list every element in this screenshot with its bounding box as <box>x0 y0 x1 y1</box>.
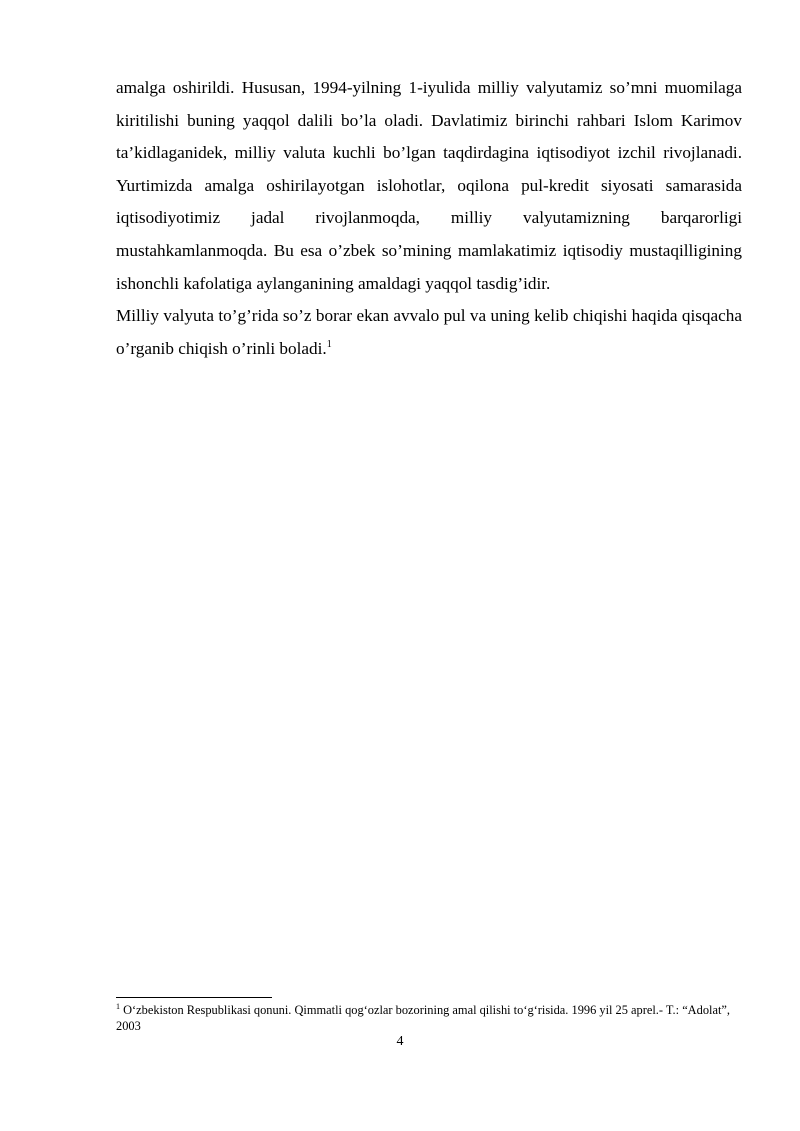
page-number: 4 <box>396 1034 404 1049</box>
footnote-marker: 1 <box>116 1002 120 1011</box>
paragraph-text: Milliy valyuta to’g’rida so’z borar ekan avvalo pul va uning kelib chiqishi haqida qisqacha o’rganib chiqish o’rinli boladi. <box>116 306 742 358</box>
footnote-text: O‘zbekiston Respublikasi qonuni. Qimmatli qog‘ozlar bozorining amal qilishi to‘g‘risida. 1996 yil 25 aprel.- T.: “Adolat”, 2003 <box>116 1003 731 1033</box>
paragraph <box>116 72 742 300</box>
footnote <box>116 1002 742 1034</box>
paragraph-text: amalga oshirildi. Hususan, 1994-yilning 1-iyulida milliy valyutamiz so’mni muomilaga kiritilishi buning yaqqol dalili bo’la oladi. Davlatimiz birinchi rahbari Islom Karimov ta’kidlaganidek, milliy valuta kuchli bo’lgan taqdirdagina iqtisodiyot izchil rivojlanadi. Yurtimizda amalga oshirilayotgan islohotlar, oqilona pul-kredit siyosati samarasida iqtisodiyotimiz jadal rivojlanmoqda, milliy valyutamizning barqarorligi mustahkamlanmoqda. Bu esa o’zbek so’mining mamlakatimiz iqtisodiy mustaqilligining ishonchli kafolatiga aylanganining amaldagi yaqqol tasdig’idir. <box>116 78 742 293</box>
footnote-reference[interactable]: 1 <box>326 338 332 350</box>
body-text <box>116 72 742 365</box>
footnote-separator <box>116 997 272 998</box>
paragraph <box>116 300 742 365</box>
